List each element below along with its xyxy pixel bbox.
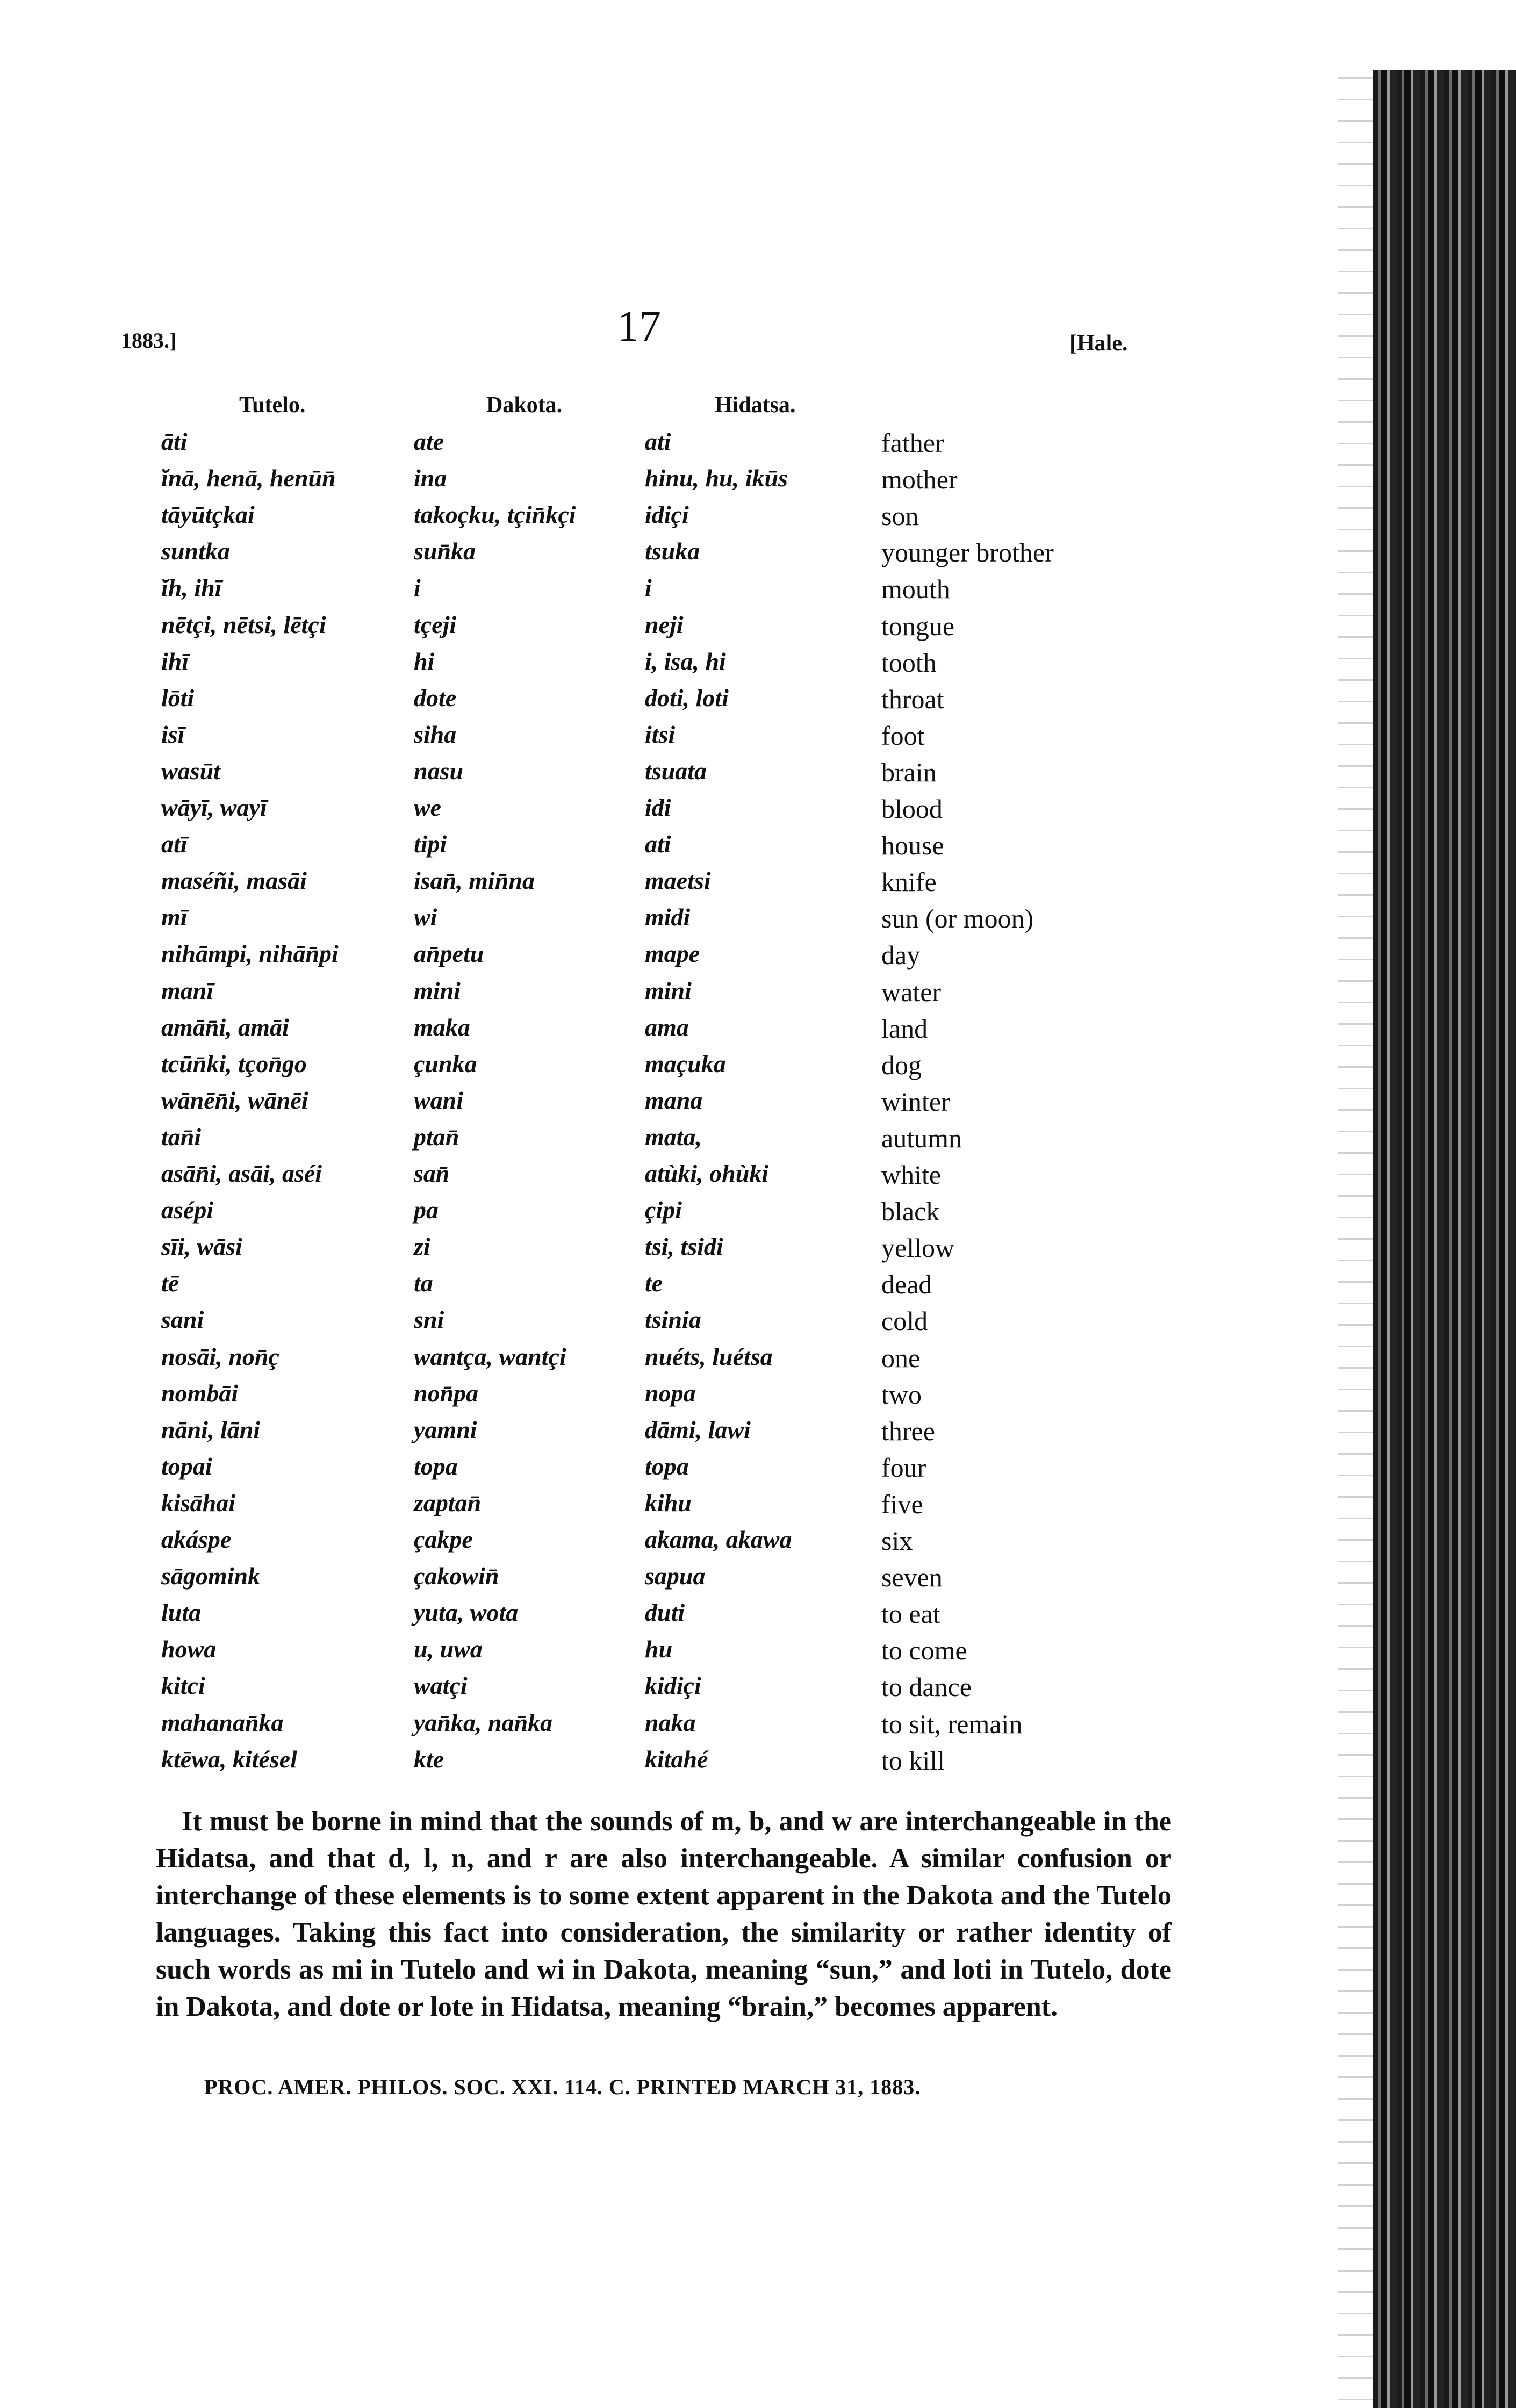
table-row	[0, 1598, 1290, 1635]
table-row	[0, 1050, 1290, 1086]
table-row	[0, 610, 1290, 647]
cell-hidatsa: topa	[645, 1452, 689, 1480]
cell-dakota: kte	[414, 1745, 444, 1773]
cell-hidatsa: atùki, ohùki	[645, 1160, 769, 1187]
table-row	[0, 1196, 1290, 1232]
cell-dakota: zaptan̄	[414, 1489, 482, 1516]
cell-english: yellow	[881, 1233, 955, 1263]
cell-dakota: sni	[414, 1306, 444, 1334]
cell-dakota: siha	[414, 720, 457, 748]
cell-hidatsa: neji	[645, 610, 684, 638]
table-row	[0, 500, 1290, 537]
cell-hidatsa: itsi	[645, 720, 676, 748]
cell-dakota: yan̄ka, nan̄ka	[414, 1708, 553, 1736]
cell-english: throat	[881, 684, 944, 714]
cell-hidatsa: tsi, tsidi	[645, 1233, 723, 1261]
cell-english: mother	[881, 464, 958, 495]
cell-english: younger brother	[881, 537, 1054, 568]
cell-tutelo: akáspe	[161, 1526, 232, 1553]
cell-english: seven	[881, 1562, 943, 1593]
cell-hidatsa: mape	[645, 940, 700, 968]
cell-hidatsa: nuéts, luétsa	[645, 1342, 773, 1370]
table-row	[0, 684, 1290, 720]
cell-tutelo: topai	[161, 1452, 212, 1480]
table-row	[0, 1562, 1290, 1598]
cell-dakota: we	[414, 794, 442, 821]
header-year: 1883.]	[121, 328, 177, 353]
cell-english: foot	[881, 720, 925, 751]
cell-hidatsa: tsuata	[645, 757, 707, 785]
cell-hidatsa: duti	[645, 1599, 685, 1627]
cell-tutelo: ĭh, ihī	[161, 574, 222, 602]
table-row	[0, 793, 1290, 830]
body-paragraph	[156, 1803, 1172, 2025]
table-row	[0, 1342, 1290, 1379]
cell-english: autumn	[881, 1123, 962, 1153]
cell-english: house	[881, 830, 944, 861]
cell-english: brain	[881, 757, 937, 787]
cell-dakota: ta	[414, 1269, 433, 1297]
cell-english: dead	[881, 1269, 932, 1300]
cell-dakota: takoçku, tçin̄kçi	[414, 501, 576, 529]
cell-tutelo: lōti	[161, 684, 195, 711]
cell-tutelo: atī	[161, 830, 188, 858]
cell-tutelo: tē	[161, 1269, 179, 1297]
cell-dakota: maka	[414, 1013, 470, 1041]
table-row	[0, 903, 1290, 939]
cell-dakota: çakpe	[414, 1526, 473, 1553]
cell-hidatsa: kidiçi	[645, 1672, 701, 1700]
cell-dakota: sun̄ka	[414, 537, 476, 565]
cell-english: day	[881, 940, 921, 971]
cell-hidatsa: maçuka	[645, 1050, 726, 1077]
cell-english: cold	[881, 1306, 928, 1336]
table-row	[0, 866, 1290, 903]
footer-imprint: PROC. AMER. PHILOS. SOC. XXI. 114. C. PRINTED MARCH 31, 1883.	[204, 2075, 921, 2099]
cell-tutelo: mahanan̄ka	[161, 1708, 284, 1736]
cell-english: to dance	[881, 1672, 972, 1702]
cell-tutelo: nētçi, nētsi, lētçi	[161, 610, 326, 638]
cell-dakota: çakowin̄	[414, 1562, 499, 1590]
cell-dakota: wi	[414, 903, 437, 931]
table-row	[0, 720, 1290, 757]
cell-hidatsa: idi	[645, 794, 671, 821]
cell-tutelo: sīi, wāsi	[161, 1233, 242, 1261]
table-row	[0, 1452, 1290, 1489]
cell-english: two	[881, 1379, 922, 1410]
cell-tutelo: asépi	[161, 1196, 214, 1224]
cell-hidatsa: sapua	[645, 1562, 706, 1590]
cell-hidatsa: hu	[645, 1635, 673, 1663]
cell-dakota: i	[414, 574, 421, 602]
cell-dakota: pa	[414, 1196, 439, 1224]
cell-english: mouth	[881, 574, 950, 605]
cell-hidatsa: i	[645, 574, 652, 602]
table-row	[0, 537, 1290, 573]
table-row	[0, 573, 1290, 610]
cell-english: white	[881, 1160, 942, 1190]
cell-hidatsa: i, isa, hi	[645, 647, 726, 675]
table-row	[0, 1525, 1290, 1562]
cell-hidatsa: tsinia	[645, 1306, 701, 1334]
cell-dakota: ina	[414, 464, 447, 492]
cell-tutelo: tcūn̄ki, tçon̄go	[161, 1050, 307, 1077]
paragraph-text: It must be borne in mind that the sounds of m, b, and w are interchangeable in the Hidatsa, and that d, l, n, and r are also interchangeable. A similar confusion or interchange of these elements is to some extent apparent in the Dakota and the Tutelo languages. Taking this fact into consideration, the similarity or rather identity of such words as mi in Tutelo and wi in Dakota, meaning “sun,” and loti in Tutelo, dote in Dakota, and dote or lote in Hidatsa, meaning “brain,” becomes apparent.	[156, 1806, 1172, 2022]
cell-english: water	[881, 976, 942, 1007]
cell-english: father	[881, 428, 944, 458]
cell-tutelo: nihāmpi, nihān̄pi	[161, 940, 339, 968]
cell-english: knife	[881, 867, 937, 897]
cell-tutelo: wāyī, wayī	[161, 794, 267, 821]
page-number: 17	[617, 301, 661, 350]
cell-dakota: çunka	[414, 1050, 477, 1077]
table-row	[0, 1379, 1290, 1415]
cell-dakota: yamni	[414, 1415, 477, 1443]
table-row	[0, 1415, 1290, 1452]
cell-tutelo: tan̄i	[161, 1123, 202, 1151]
cell-english: to sit, remain	[881, 1708, 1023, 1739]
cell-tutelo: sani	[161, 1306, 204, 1334]
cell-hidatsa: te	[645, 1269, 663, 1297]
cell-english: tooth	[881, 647, 937, 678]
table-row	[0, 1745, 1290, 1781]
table-row	[0, 1013, 1290, 1050]
cell-tutelo: āti	[161, 428, 188, 455]
cell-tutelo: tāyūtçkai	[161, 501, 255, 529]
cell-tutelo: wānēn̄i, wānēi	[161, 1086, 308, 1114]
table-row	[0, 427, 1290, 464]
cell-dakota: zi	[414, 1233, 430, 1261]
header-author: [Hale.	[1069, 331, 1128, 356]
cell-dakota: yuta, wota	[414, 1599, 519, 1627]
table-row	[0, 830, 1290, 866]
cell-hidatsa: ati	[645, 830, 671, 858]
cell-tutelo: isī	[161, 720, 185, 748]
cell-tutelo: howa	[161, 1635, 217, 1663]
cell-tutelo: asān̄i, asāi, aséi	[161, 1160, 322, 1187]
cell-dakota: an̄petu	[414, 940, 484, 968]
cell-dakota: wani	[414, 1086, 464, 1114]
cell-tutelo: ktēwa, kitésel	[161, 1745, 297, 1773]
cell-english: land	[881, 1013, 928, 1044]
cell-dakota: dote	[414, 684, 457, 711]
cell-dakota: nasu	[414, 757, 464, 785]
cell-hidatsa: dāmi, lawi	[645, 1415, 751, 1443]
cell-english: to kill	[881, 1745, 945, 1776]
cell-tutelo: luta	[161, 1599, 202, 1627]
cell-dakota: u, uwa	[414, 1635, 483, 1663]
column-header-hidatsa: Hidatsa.	[715, 393, 796, 418]
cell-tutelo: manī	[161, 976, 214, 1004]
cell-english: to eat	[881, 1599, 940, 1629]
cell-dakota: ptan̄	[414, 1123, 459, 1151]
table-row	[0, 647, 1290, 684]
cell-hidatsa: ama	[645, 1013, 689, 1041]
cell-english: to come	[881, 1635, 967, 1666]
cell-hidatsa: akama, akawa	[645, 1526, 792, 1553]
cell-tutelo: nāni, lāni	[161, 1415, 261, 1443]
table-row	[0, 1269, 1290, 1305]
table-row	[0, 1086, 1290, 1123]
scanned-page-edge	[1373, 70, 1516, 2408]
cell-dakota: non̄pa	[414, 1379, 479, 1407]
table-row	[0, 757, 1290, 793]
cell-tutelo: kitci	[161, 1672, 205, 1700]
table-row	[0, 1232, 1290, 1269]
cell-hidatsa: ati	[645, 428, 671, 455]
column-header-dakota: Dakota.	[486, 393, 563, 418]
table-row	[0, 1635, 1290, 1671]
cell-dakota: tipi	[414, 830, 447, 858]
cell-hidatsa: kitahé	[645, 1745, 708, 1773]
cell-english: five	[881, 1489, 923, 1519]
cell-hidatsa: mini	[645, 976, 692, 1004]
cell-english: six	[881, 1526, 913, 1556]
cell-dakota: isan̄, min̄na	[414, 867, 535, 895]
cell-hidatsa: hinu, hu, ikūs	[645, 464, 788, 492]
cell-hidatsa: doti, loti	[645, 684, 729, 711]
cell-dakota: hi	[414, 647, 435, 675]
cell-tutelo: ĭnā, henā, henūn̄	[161, 464, 336, 492]
cell-hidatsa: midi	[645, 903, 691, 931]
cell-english: black	[881, 1196, 940, 1227]
column-header-tutelo: Tutelo.	[239, 393, 306, 418]
cell-tutelo: maséñi, masāi	[161, 867, 307, 895]
cell-hidatsa: çipi	[645, 1196, 682, 1224]
cell-dakota: wantça, wantçi	[414, 1342, 566, 1370]
page-edge-shadow	[1338, 70, 1376, 2408]
cell-dakota: topa	[414, 1452, 458, 1480]
table-row	[0, 976, 1290, 1013]
cell-hidatsa: tsuka	[645, 537, 700, 565]
cell-english: dog	[881, 1050, 922, 1080]
table-row	[0, 939, 1290, 976]
cell-english: one	[881, 1342, 921, 1373]
cell-hidatsa: nopa	[645, 1379, 696, 1407]
table-row	[0, 1305, 1290, 1342]
cell-tutelo: nosāi, non̄ç	[161, 1342, 279, 1370]
table-row	[0, 1159, 1290, 1196]
cell-hidatsa: mana	[645, 1086, 703, 1114]
cell-dakota: watçi	[414, 1672, 468, 1700]
cell-tutelo: ihī	[161, 647, 189, 675]
cell-english: sun (or moon)	[881, 903, 1034, 934]
cell-english: son	[881, 501, 919, 531]
cell-tutelo: mī	[161, 903, 188, 931]
cell-dakota: san̄	[414, 1160, 450, 1187]
cell-dakota: mini	[414, 976, 461, 1004]
cell-hidatsa: mata,	[645, 1123, 702, 1151]
cell-dakota: ate	[414, 428, 444, 455]
cell-tutelo: sāgomink	[161, 1562, 261, 1590]
cell-hidatsa: kihu	[645, 1489, 692, 1516]
cell-hidatsa: idiçi	[645, 501, 689, 529]
cell-dakota: tçeji	[414, 610, 457, 638]
cell-tutelo: kisāhai	[161, 1489, 236, 1516]
cell-tutelo: nombāi	[161, 1379, 239, 1407]
table-row	[0, 1123, 1290, 1159]
table-row	[0, 464, 1290, 500]
table-row	[0, 1708, 1290, 1745]
cell-english: tongue	[881, 610, 955, 641]
cell-english: four	[881, 1452, 926, 1483]
cell-english: three	[881, 1415, 935, 1446]
cell-hidatsa: maetsi	[645, 867, 711, 895]
cell-english: winter	[881, 1086, 950, 1117]
cell-english: blood	[881, 794, 943, 824]
table-row	[0, 1671, 1290, 1708]
cell-hidatsa: naka	[645, 1708, 696, 1736]
cell-tutelo: suntka	[161, 537, 230, 565]
table-row	[0, 1489, 1290, 1525]
cell-tutelo: wasūt	[161, 757, 220, 785]
cell-tutelo: amān̄i, amāi	[161, 1013, 289, 1041]
